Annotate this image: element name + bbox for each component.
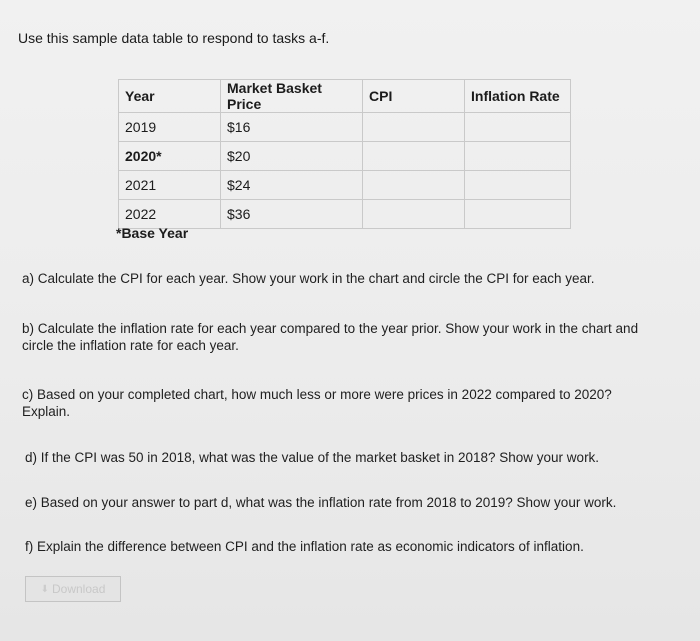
cell-inflation	[465, 113, 571, 142]
cell-year: 2022	[119, 200, 221, 229]
base-year-footnote: *Base Year	[116, 225, 189, 241]
question-f: f) Explain the difference between CPI and the inflation rate as economic indicators of inflation.	[25, 539, 584, 554]
download-icon: ⬇	[40, 583, 49, 595]
cell-cpi	[363, 142, 465, 171]
table-row	[119, 113, 571, 142]
question-a: a) Calculate the CPI for each year. Show your work in the chart and circle the CPI for each year.	[22, 271, 595, 286]
header-year: Year	[119, 80, 221, 113]
cell-year: 2021	[119, 171, 221, 200]
cell-year: 2019	[119, 113, 221, 142]
cell-price: $36	[221, 200, 363, 229]
download-label: Download	[52, 582, 106, 596]
download-button[interactable]	[25, 576, 121, 602]
cell-cpi	[363, 200, 465, 229]
cell-price: $16	[221, 113, 363, 142]
intro-text: Use this sample data table to respond to tasks a-f.	[18, 30, 330, 46]
question-b: b) Calculate the inflation rate for each year compared to the year prior. Show your work in the chart and circle the inflation rate for each year.	[22, 321, 639, 353]
question-c: c) Based on your completed chart, how much less or more were prices in 2022 compared to 2020? Explain.	[22, 387, 612, 419]
table-header-row	[119, 80, 571, 113]
sample-data-table	[118, 79, 571, 229]
cell-year: 2020*	[119, 142, 221, 171]
question-e: e) Based on your answer to part d, what was the inflation rate from 2018 to 2019? Show your work.	[25, 495, 617, 510]
cell-inflation	[465, 142, 571, 171]
table-row	[119, 142, 571, 171]
cell-inflation	[465, 200, 571, 229]
header-inflation-rate: Inflation Rate	[465, 80, 571, 113]
header-market-basket-price: Market Basket Price	[221, 80, 363, 113]
table-row	[119, 171, 571, 200]
cell-cpi	[363, 113, 465, 142]
cell-price: $20	[221, 142, 363, 171]
cell-price: $24	[221, 171, 363, 200]
header-cpi: CPI	[363, 80, 465, 113]
cell-inflation	[465, 171, 571, 200]
cell-cpi	[363, 171, 465, 200]
question-d: d) If the CPI was 50 in 2018, what was the value of the market basket in 2018? Show your work.	[25, 450, 600, 465]
